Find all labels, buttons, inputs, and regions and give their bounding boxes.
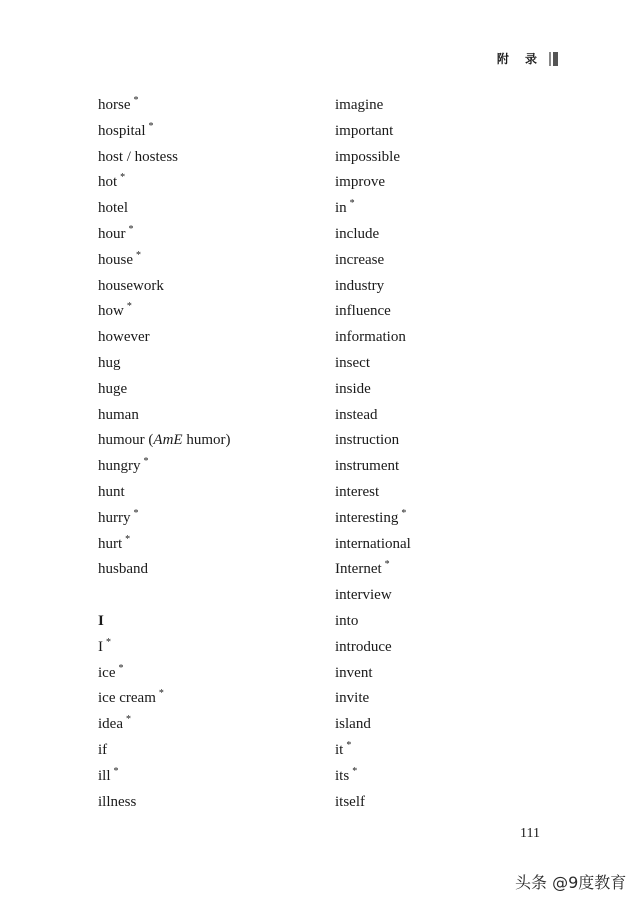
vocabulary-entry [335, 635, 411, 661]
page-number: 111 [520, 826, 540, 841]
vocabulary-entry [98, 299, 231, 325]
vocabulary-entry [98, 325, 231, 351]
entry-word: interest [335, 483, 380, 500]
entry-word: hungry [98, 458, 141, 475]
vocabulary-entry [98, 790, 231, 816]
vocabulary-entry [335, 248, 411, 274]
vocabulary-entry [335, 145, 411, 171]
vocabulary-entry [335, 299, 411, 325]
star-mark-icon: * [346, 739, 352, 751]
vocabulary-entry [335, 609, 411, 635]
entry-word: husband [98, 561, 148, 578]
entry-word: humour ( [98, 432, 154, 449]
entry-word: in [335, 200, 347, 217]
vocabulary-entry [335, 403, 411, 429]
vocabulary-entry [335, 170, 411, 196]
vocabulary-entry [335, 377, 411, 403]
vocabulary-entry [335, 738, 411, 764]
star-mark-icon: * [125, 533, 131, 545]
entry-word: increase [335, 251, 385, 268]
vocabulary-entry [335, 532, 411, 558]
entry-word: invite [335, 690, 370, 707]
vocabulary-entry [98, 377, 231, 403]
entry-variant: humor) [182, 432, 231, 449]
star-mark-icon: * [126, 301, 132, 313]
vocabulary-entry [98, 351, 231, 377]
entry-word: inside [335, 380, 371, 397]
vocabulary-entry [98, 428, 231, 454]
vocabulary-entry [335, 196, 411, 222]
entry-word: invent [335, 664, 373, 681]
vocabulary-entry [335, 506, 411, 532]
vocabulary-entry [98, 712, 231, 738]
vocabulary-entry [335, 480, 411, 506]
entry-word: international [335, 535, 411, 552]
entry-word: impossible [335, 148, 401, 165]
vocabulary-entry [335, 661, 411, 687]
star-mark-icon: * [118, 662, 124, 674]
vocabulary-entry [335, 712, 411, 738]
entry-word: instead [335, 406, 378, 423]
entry-word: housework [98, 277, 164, 294]
entry-word: interview [335, 587, 392, 604]
entry-word: hug [98, 354, 121, 371]
running-header [497, 50, 558, 67]
star-mark-icon: * [136, 249, 141, 261]
entry-word: insect [335, 354, 370, 371]
vocabulary-entry [98, 274, 231, 300]
entry-word: hurry [98, 509, 131, 526]
vocabulary-entry [98, 403, 231, 429]
vocabulary-entry [98, 532, 231, 558]
entry-word: introduce [335, 638, 392, 655]
star-mark-icon: * [148, 120, 154, 132]
vocabulary-entry [335, 557, 411, 583]
entry-word: idea [98, 716, 123, 733]
star-mark-icon: * [120, 172, 126, 184]
entry-word: imagine [335, 97, 384, 113]
vocabulary-entry [335, 764, 411, 790]
entry-word: improve [335, 174, 385, 191]
entry-word: hurt [98, 535, 123, 552]
entry-word: hour [98, 225, 126, 242]
star-mark-icon: * [113, 765, 119, 777]
entry-word: ice cream [98, 690, 156, 707]
vocabulary-entry [335, 222, 411, 248]
star-mark-icon: * [384, 559, 390, 571]
star-mark-icon: * [125, 714, 131, 726]
vocabulary-entry [98, 661, 231, 687]
vocabulary-entry [98, 738, 231, 764]
entry-word: its [335, 767, 350, 784]
vocabulary-entry [98, 480, 231, 506]
entry-word: hotel [98, 200, 128, 217]
entry-word: important [335, 122, 394, 139]
vocabulary-entry [335, 454, 411, 480]
vocabulary-entry [98, 222, 231, 248]
vocabulary-entry [335, 428, 411, 454]
vocabulary-entry [335, 686, 411, 712]
vocabulary-entry [98, 635, 231, 661]
entry-word: it [335, 741, 344, 758]
entry-word: instrument [335, 458, 400, 475]
entry-word: instruction [335, 432, 400, 449]
vocabulary-entry [98, 454, 231, 480]
entry-word: itself [335, 793, 365, 810]
vocabulary-entry [335, 790, 411, 816]
entry-word: include [335, 225, 380, 242]
entry-word: into [335, 612, 359, 629]
star-mark-icon: * [133, 507, 139, 519]
entry-word: ice [98, 664, 116, 681]
entry-variant-tag: AmE [153, 432, 183, 449]
star-mark-icon: * [133, 95, 139, 106]
star-mark-icon: * [349, 198, 355, 210]
word-list-right [335, 93, 411, 815]
star-mark-icon: * [352, 765, 358, 777]
vocabulary-entry [335, 93, 411, 119]
entry-word: information [335, 329, 406, 346]
entry-word: Internet [335, 561, 382, 578]
star-mark-icon: * [401, 507, 407, 519]
star-mark-icon: * [106, 636, 111, 648]
header-bar-icon [549, 52, 558, 66]
vocabulary-entry [98, 145, 231, 171]
entry-word: influence [335, 303, 391, 320]
star-mark-icon: * [143, 456, 149, 468]
entry-word: illness [98, 793, 137, 810]
entry-word: host / hostess [98, 148, 179, 165]
entry-word: island [335, 716, 371, 733]
vocabulary-entry [98, 506, 231, 532]
star-mark-icon: * [158, 688, 164, 700]
entry-word: human [98, 406, 139, 423]
blank-line [98, 583, 231, 609]
vocabulary-entry [98, 764, 231, 790]
vocabulary-entry [335, 119, 411, 145]
entry-word: I [98, 612, 104, 629]
vocabulary-entry [98, 248, 231, 274]
vocabulary-entry [335, 583, 411, 609]
entry-word: industry [335, 277, 385, 294]
entry-word: how [98, 303, 124, 320]
header-title: 附 录 [496, 52, 543, 66]
vocabulary-entry [98, 170, 231, 196]
entry-word: house [98, 251, 133, 268]
entry-word: horse [98, 97, 131, 113]
entry-word: if [98, 741, 108, 758]
vocabulary-entry [98, 196, 231, 222]
section-heading [98, 609, 231, 635]
vocabulary-entry [335, 325, 411, 351]
vocabulary-entry [98, 119, 231, 145]
entry-word: ill [98, 767, 111, 784]
entry-word: interesting [335, 509, 399, 526]
star-mark-icon: * [128, 223, 134, 235]
entry-word: huge [98, 380, 128, 397]
vocabulary-entry [335, 274, 411, 300]
entry-word: I [98, 638, 103, 655]
entry-word: hot [98, 174, 118, 191]
entry-word: hospital [98, 122, 146, 139]
watermark: 头条 @9度教育 [515, 873, 627, 892]
entry-word: however [98, 329, 150, 346]
vocabulary-entry [335, 351, 411, 377]
vocabulary-entry [98, 557, 231, 583]
vocabulary-entry [98, 686, 231, 712]
word-list-left [98, 93, 231, 815]
entry-word: hunt [98, 483, 125, 500]
vocabulary-entry [98, 93, 231, 119]
